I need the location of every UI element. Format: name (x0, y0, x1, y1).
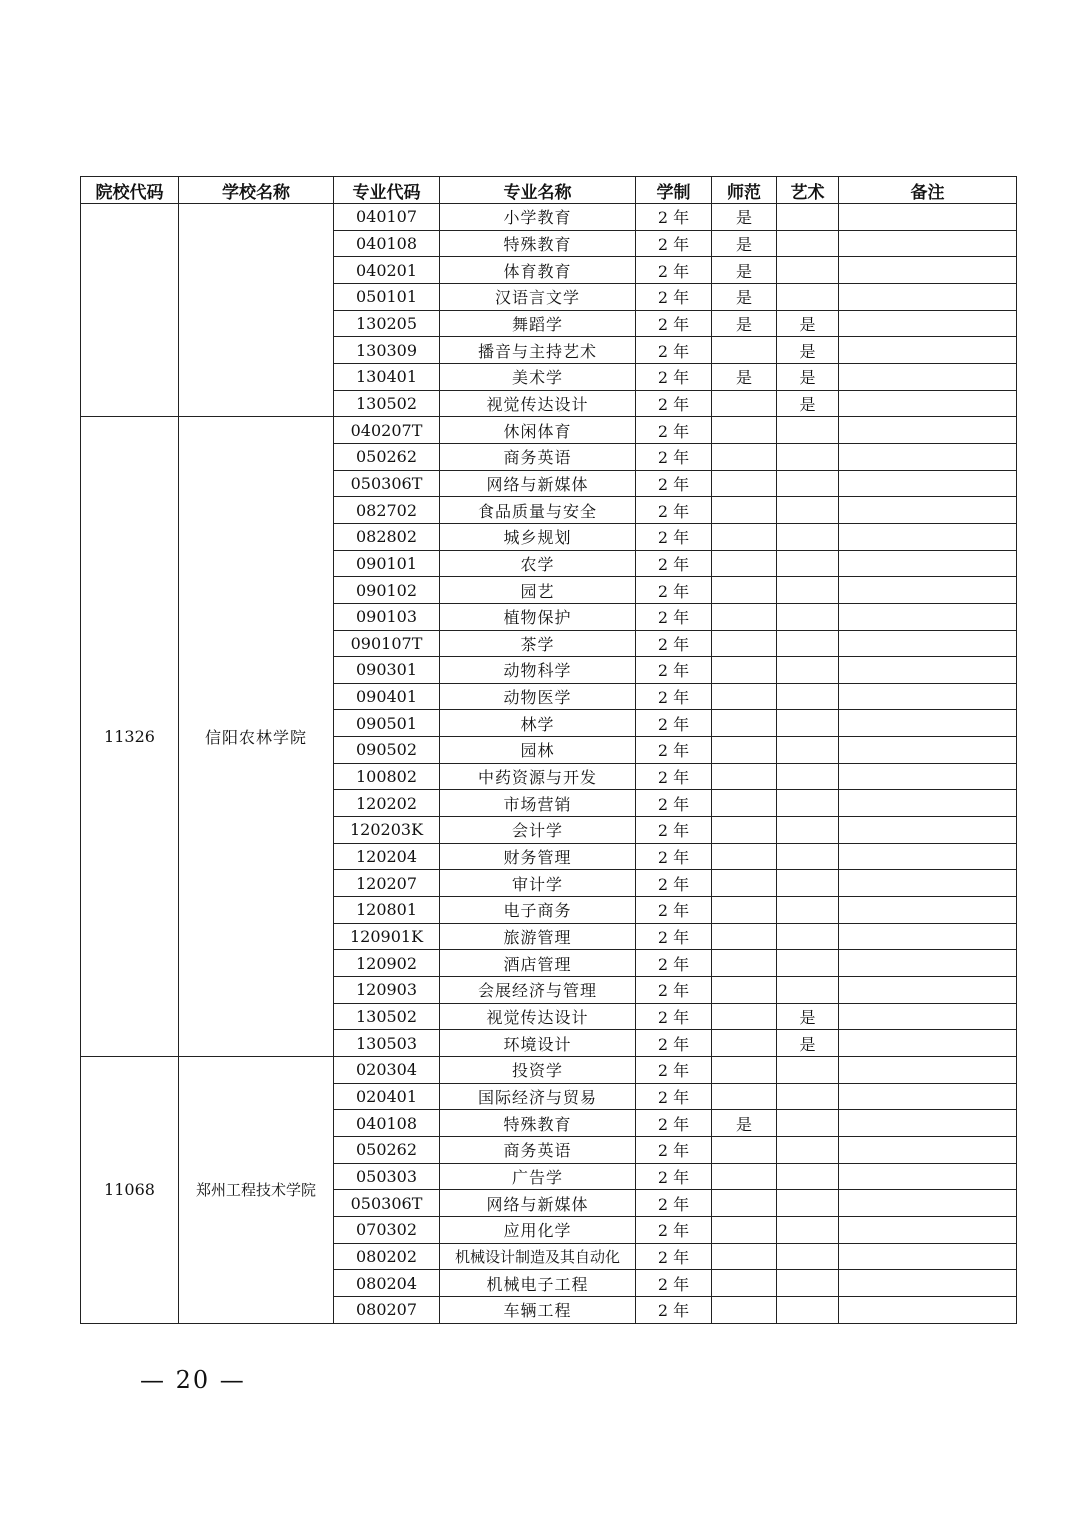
header-major-name: 专业名称 (440, 177, 636, 204)
major-name-cell: 城乡规划 (440, 523, 636, 550)
note-cell (839, 363, 1017, 390)
major-name-cell: 视觉传达设计 (440, 1003, 636, 1030)
major-name-cell: 视觉传达设计 (440, 390, 636, 417)
major-code-cell: 040107 (334, 204, 440, 231)
table-body (81, 204, 1017, 1324)
note-cell (839, 763, 1017, 790)
art-flag-cell: 是 (777, 337, 839, 364)
major-name-cell: 环境设计 (440, 1030, 636, 1057)
note-cell (839, 497, 1017, 524)
duration-cell: 2 年 (636, 1270, 712, 1297)
art-flag-cell (777, 763, 839, 790)
duration-cell: 2 年 (636, 310, 712, 337)
major-name-cell: 动物医学 (440, 683, 636, 710)
normal-flag-cell (712, 1163, 777, 1190)
major-name-cell: 投资学 (440, 1057, 636, 1084)
duration-cell: 2 年 (636, 1243, 712, 1270)
note-cell (839, 843, 1017, 870)
normal-flag-cell (712, 683, 777, 710)
school-code-cell: 11326 (81, 417, 179, 1057)
major-code-cell: 020401 (334, 1083, 440, 1110)
normal-flag-cell (712, 630, 777, 657)
normal-flag-cell: 是 (712, 230, 777, 257)
major-name-cell: 车辆工程 (440, 1296, 636, 1323)
major-name-cell: 林学 (440, 710, 636, 737)
note-cell (839, 1270, 1017, 1297)
major-code-cell: 100802 (334, 763, 440, 790)
duration-cell: 2 年 (636, 257, 712, 284)
normal-flag-cell (712, 1003, 777, 1030)
normal-flag-cell (712, 603, 777, 630)
art-flag-cell (777, 230, 839, 257)
table-row (81, 204, 1017, 231)
duration-cell: 2 年 (636, 630, 712, 657)
art-flag-cell (777, 470, 839, 497)
art-flag-cell: 是 (777, 390, 839, 417)
major-code-cell: 040201 (334, 257, 440, 284)
note-cell (839, 923, 1017, 950)
major-name-cell: 审计学 (440, 870, 636, 897)
major-code-cell: 120902 (334, 950, 440, 977)
duration-cell: 2 年 (636, 497, 712, 524)
major-code-cell: 090107T (334, 630, 440, 657)
duration-cell: 2 年 (636, 817, 712, 844)
duration-cell: 2 年 (636, 710, 712, 737)
art-flag-cell (777, 1163, 839, 1190)
major-name-cell: 网络与新媒体 (440, 470, 636, 497)
art-flag-cell (777, 950, 839, 977)
normal-flag-cell (712, 550, 777, 577)
normal-flag-cell (712, 443, 777, 470)
major-code-cell: 090103 (334, 603, 440, 630)
note-cell (839, 550, 1017, 577)
note-cell (839, 1030, 1017, 1057)
table-row (81, 1057, 1017, 1084)
note-cell (839, 257, 1017, 284)
art-flag-cell: 是 (777, 363, 839, 390)
art-flag-cell (777, 843, 839, 870)
art-flag-cell (777, 737, 839, 764)
header-normal: 师范 (712, 177, 777, 204)
duration-cell: 2 年 (636, 763, 712, 790)
duration-cell: 2 年 (636, 1030, 712, 1057)
major-code-cell: 020304 (334, 1057, 440, 1084)
note-cell (839, 1190, 1017, 1217)
normal-flag-cell (712, 710, 777, 737)
major-name-cell: 特殊教育 (440, 1110, 636, 1137)
duration-cell: 2 年 (636, 283, 712, 310)
header-school-code: 院校代码 (81, 177, 179, 204)
major-code-cell: 050262 (334, 443, 440, 470)
note-cell (839, 977, 1017, 1004)
note-cell (839, 1057, 1017, 1084)
normal-flag-cell: 是 (712, 204, 777, 231)
header-art: 艺术 (777, 177, 839, 204)
major-code-cell: 120202 (334, 790, 440, 817)
major-name-cell: 小学教育 (440, 204, 636, 231)
major-name-cell: 农学 (440, 550, 636, 577)
normal-flag-cell (712, 950, 777, 977)
art-flag-cell (777, 683, 839, 710)
normal-flag-cell: 是 (712, 1110, 777, 1137)
major-name-cell: 动物科学 (440, 657, 636, 684)
note-cell (839, 230, 1017, 257)
duration-cell: 2 年 (636, 1163, 712, 1190)
major-code-cell: 090501 (334, 710, 440, 737)
note-cell (839, 577, 1017, 604)
major-name-cell: 商务英语 (440, 443, 636, 470)
art-flag-cell (777, 417, 839, 444)
major-name-cell: 应用化学 (440, 1216, 636, 1243)
art-flag-cell (777, 603, 839, 630)
art-flag-cell (777, 1136, 839, 1163)
major-name-cell: 园艺 (440, 577, 636, 604)
duration-cell: 2 年 (636, 1003, 712, 1030)
normal-flag-cell (712, 1216, 777, 1243)
note-cell (839, 283, 1017, 310)
major-code-cell: 120901K (334, 923, 440, 950)
duration-cell: 2 年 (636, 470, 712, 497)
normal-flag-cell (712, 1243, 777, 1270)
duration-cell: 2 年 (636, 577, 712, 604)
note-cell (839, 443, 1017, 470)
art-flag-cell (777, 1296, 839, 1323)
major-name-cell: 美术学 (440, 363, 636, 390)
normal-flag-cell (712, 1030, 777, 1057)
duration-cell: 2 年 (636, 870, 712, 897)
major-code-cell: 130309 (334, 337, 440, 364)
note-cell (839, 710, 1017, 737)
normal-flag-cell (712, 763, 777, 790)
major-name-cell: 酒店管理 (440, 950, 636, 977)
note-cell (839, 1136, 1017, 1163)
art-flag-cell (777, 523, 839, 550)
duration-cell: 2 年 (636, 1057, 712, 1084)
major-name-cell: 市场营销 (440, 790, 636, 817)
major-name-cell: 商务英语 (440, 1136, 636, 1163)
major-code-cell: 120204 (334, 843, 440, 870)
art-flag-cell (777, 257, 839, 284)
duration-cell: 2 年 (636, 737, 712, 764)
duration-cell: 2 年 (636, 1136, 712, 1163)
note-cell (839, 683, 1017, 710)
normal-flag-cell (712, 1057, 777, 1084)
table-row (81, 417, 1017, 444)
art-flag-cell (777, 443, 839, 470)
header-major-code: 专业代码 (334, 177, 440, 204)
note-cell (839, 950, 1017, 977)
note-cell (839, 603, 1017, 630)
note-cell (839, 817, 1017, 844)
major-name-cell: 体育教育 (440, 257, 636, 284)
major-name-cell: 汉语言文学 (440, 283, 636, 310)
note-cell (839, 1296, 1017, 1323)
art-flag-cell (777, 1216, 839, 1243)
art-flag-cell (777, 1083, 839, 1110)
duration-cell: 2 年 (636, 843, 712, 870)
art-flag-cell (777, 550, 839, 577)
art-flag-cell (777, 977, 839, 1004)
major-name-cell: 舞蹈学 (440, 310, 636, 337)
major-code-cell: 050303 (334, 1163, 440, 1190)
normal-flag-cell (712, 817, 777, 844)
duration-cell: 2 年 (636, 1110, 712, 1137)
duration-cell: 2 年 (636, 337, 712, 364)
major-code-cell: 080204 (334, 1270, 440, 1297)
major-name-cell: 网络与新媒体 (440, 1190, 636, 1217)
normal-flag-cell (712, 737, 777, 764)
normal-flag-cell (712, 1190, 777, 1217)
major-name-cell: 特殊教育 (440, 230, 636, 257)
major-name-cell: 食品质量与安全 (440, 497, 636, 524)
normal-flag-cell (712, 790, 777, 817)
duration-cell: 2 年 (636, 977, 712, 1004)
art-flag-cell: 是 (777, 1030, 839, 1057)
art-flag-cell (777, 1190, 839, 1217)
header-note: 备注 (839, 177, 1017, 204)
note-cell (839, 1243, 1017, 1270)
art-flag-cell (777, 790, 839, 817)
major-code-cell: 040207T (334, 417, 440, 444)
major-name-cell: 播音与主持艺术 (440, 337, 636, 364)
note-cell (839, 337, 1017, 364)
note-cell (839, 630, 1017, 657)
normal-flag-cell (712, 523, 777, 550)
art-flag-cell (777, 817, 839, 844)
note-cell (839, 1163, 1017, 1190)
major-code-cell: 070302 (334, 1216, 440, 1243)
table-header-row (81, 177, 1017, 204)
duration-cell: 2 年 (636, 683, 712, 710)
major-code-cell: 120903 (334, 977, 440, 1004)
major-code-cell: 090502 (334, 737, 440, 764)
major-code-cell: 050101 (334, 283, 440, 310)
duration-cell: 2 年 (636, 897, 712, 924)
normal-flag-cell (712, 657, 777, 684)
art-flag-cell (777, 283, 839, 310)
major-code-cell: 050306T (334, 1190, 440, 1217)
art-flag-cell (777, 204, 839, 231)
major-code-cell: 090301 (334, 657, 440, 684)
duration-cell: 2 年 (636, 657, 712, 684)
major-name-cell: 机械设计制造及其自动化 (440, 1243, 636, 1270)
major-name-cell: 植物保护 (440, 603, 636, 630)
duration-cell: 2 年 (636, 1216, 712, 1243)
major-code-cell: 130205 (334, 310, 440, 337)
major-name-cell: 茶学 (440, 630, 636, 657)
normal-flag-cell (712, 470, 777, 497)
major-name-cell: 会展经济与管理 (440, 977, 636, 1004)
note-cell (839, 657, 1017, 684)
duration-cell: 2 年 (636, 390, 712, 417)
art-flag-cell (777, 630, 839, 657)
normal-flag-cell (712, 497, 777, 524)
art-flag-cell: 是 (777, 310, 839, 337)
normal-flag-cell (712, 1136, 777, 1163)
note-cell (839, 310, 1017, 337)
art-flag-cell (777, 897, 839, 924)
note-cell (839, 1083, 1017, 1110)
major-code-cell: 080207 (334, 1296, 440, 1323)
major-name-cell: 电子商务 (440, 897, 636, 924)
art-flag-cell (777, 497, 839, 524)
school-name-cell: 信阳农林学院 (179, 417, 334, 1057)
duration-cell: 2 年 (636, 443, 712, 470)
major-code-cell: 090401 (334, 683, 440, 710)
normal-flag-cell (712, 1270, 777, 1297)
duration-cell: 2 年 (636, 1083, 712, 1110)
normal-flag-cell (712, 1296, 777, 1323)
normal-flag-cell (712, 897, 777, 924)
note-cell (839, 1003, 1017, 1030)
note-cell (839, 417, 1017, 444)
major-code-cell: 040108 (334, 230, 440, 257)
major-code-cell: 082702 (334, 497, 440, 524)
major-code-cell: 120203K (334, 817, 440, 844)
major-name-cell: 休闲体育 (440, 417, 636, 444)
normal-flag-cell: 是 (712, 363, 777, 390)
school-code-cell (81, 204, 179, 417)
major-name-cell: 中药资源与开发 (440, 763, 636, 790)
normal-flag-cell (712, 337, 777, 364)
duration-cell: 2 年 (636, 603, 712, 630)
duration-cell: 2 年 (636, 417, 712, 444)
normal-flag-cell: 是 (712, 257, 777, 284)
normal-flag-cell (712, 1083, 777, 1110)
major-code-cell: 040108 (334, 1110, 440, 1137)
major-code-cell: 090102 (334, 577, 440, 604)
duration-cell: 2 年 (636, 230, 712, 257)
art-flag-cell (777, 1270, 839, 1297)
note-cell (839, 1216, 1017, 1243)
major-code-cell: 120801 (334, 897, 440, 924)
duration-cell: 2 年 (636, 923, 712, 950)
note-cell (839, 1110, 1017, 1137)
normal-flag-cell (712, 577, 777, 604)
major-code-cell: 120207 (334, 870, 440, 897)
major-code-cell: 130503 (334, 1030, 440, 1057)
normal-flag-cell (712, 977, 777, 1004)
school-name-cell: 郑州工程技术学院 (179, 1057, 334, 1324)
note-cell (839, 390, 1017, 417)
duration-cell: 2 年 (636, 204, 712, 231)
duration-cell: 2 年 (636, 523, 712, 550)
major-name-cell: 旅游管理 (440, 923, 636, 950)
normal-flag-cell: 是 (712, 283, 777, 310)
header-duration: 学制 (636, 177, 712, 204)
major-code-cell: 082802 (334, 523, 440, 550)
normal-flag-cell (712, 390, 777, 417)
major-code-cell: 050306T (334, 470, 440, 497)
note-cell (839, 523, 1017, 550)
majors-table (80, 176, 1017, 1324)
normal-flag-cell (712, 923, 777, 950)
duration-cell: 2 年 (636, 790, 712, 817)
note-cell (839, 870, 1017, 897)
art-flag-cell (777, 1110, 839, 1137)
duration-cell: 2 年 (636, 550, 712, 577)
note-cell (839, 897, 1017, 924)
art-flag-cell (777, 657, 839, 684)
art-flag-cell (777, 577, 839, 604)
art-flag-cell (777, 1243, 839, 1270)
art-flag-cell (777, 923, 839, 950)
normal-flag-cell: 是 (712, 310, 777, 337)
page-number: — 20 — (140, 1366, 246, 1394)
normal-flag-cell (712, 843, 777, 870)
art-flag-cell (777, 1057, 839, 1084)
major-code-cell: 050262 (334, 1136, 440, 1163)
note-cell (839, 790, 1017, 817)
duration-cell: 2 年 (636, 950, 712, 977)
school-name-cell (179, 204, 334, 417)
art-flag-cell: 是 (777, 1003, 839, 1030)
normal-flag-cell (712, 417, 777, 444)
art-flag-cell (777, 710, 839, 737)
major-code-cell: 130502 (334, 390, 440, 417)
duration-cell: 2 年 (636, 1296, 712, 1323)
duration-cell: 2 年 (636, 363, 712, 390)
major-name-cell: 会计学 (440, 817, 636, 844)
major-name-cell: 广告学 (440, 1163, 636, 1190)
header-school-name: 学校名称 (179, 177, 334, 204)
major-name-cell: 园林 (440, 737, 636, 764)
normal-flag-cell (712, 870, 777, 897)
art-flag-cell (777, 870, 839, 897)
major-name-cell: 财务管理 (440, 843, 636, 870)
note-cell (839, 737, 1017, 764)
school-code-cell: 11068 (81, 1057, 179, 1324)
major-name-cell: 国际经济与贸易 (440, 1083, 636, 1110)
major-name-cell: 机械电子工程 (440, 1270, 636, 1297)
major-code-cell: 130502 (334, 1003, 440, 1030)
major-code-cell: 080202 (334, 1243, 440, 1270)
major-code-cell: 090101 (334, 550, 440, 577)
major-code-cell: 130401 (334, 363, 440, 390)
duration-cell: 2 年 (636, 1190, 712, 1217)
note-cell (839, 204, 1017, 231)
note-cell (839, 470, 1017, 497)
